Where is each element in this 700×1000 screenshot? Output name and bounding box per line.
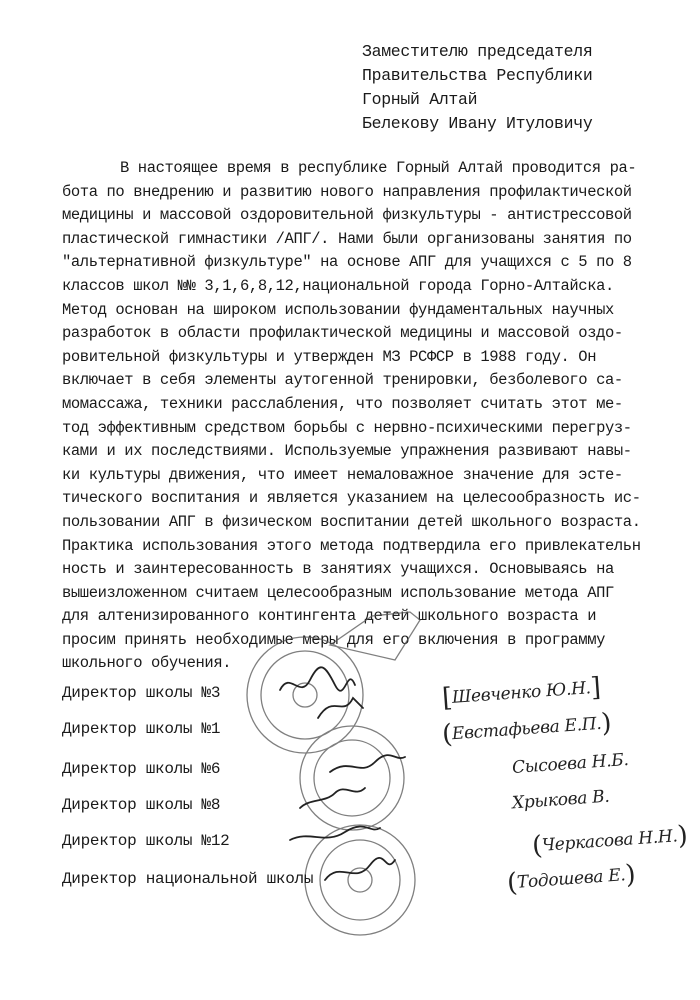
addressee-line: Правительства Республики	[362, 66, 593, 85]
letter-line: пользовании АПГ в физическом воспитании детей школьного возраста.	[62, 512, 641, 531]
letter-line: школьного обучения.	[62, 654, 232, 673]
signature-name: (Евстафьева Е.П.)	[441, 708, 613, 750]
letter-line: включает в себя элементы аутогенной тренировки, безболевого са-	[62, 371, 623, 390]
signature-title: Директор школы №6	[62, 760, 221, 778]
signature-name: [Шевченко Ю.Н.]	[441, 672, 602, 714]
letter-line: ками и их последствиями. Используемые упражнения развивают навы-	[62, 442, 632, 461]
letter-line: вышеизложенном считаем целесообразным использование метода АПГ	[62, 583, 614, 602]
letter-line: Практика использования этого метода подтвердила его привлекательн	[62, 536, 641, 555]
addressee-line: Горный Алтай	[362, 90, 478, 109]
signature-row	[62, 786, 692, 820]
signature-title: Директор школы №8	[62, 796, 221, 814]
signature-title: Директор школы №3	[62, 684, 221, 702]
letter-line: "альтернативной физкультуре" на основе АПГ для учащихся с 5 по 8	[62, 253, 632, 272]
signature-row	[62, 859, 692, 899]
letter-line: В настоящее время в республике Горный Алтай проводится ра-	[120, 159, 637, 177]
letter-line: ность и заинтересованность в занятиях учащихся. Основываясь на	[62, 560, 614, 579]
letter-line: для алтенизированного контингента детей школьного возраста и	[62, 607, 597, 626]
signature-name: Хрыкова В.	[511, 786, 611, 814]
letter-line: ки культуры движения, что имеет немаловажное значение для эсте-	[62, 465, 623, 484]
signature-name: Сысоева Н.Б.	[511, 749, 630, 779]
letter-line: разработок в области профилактической медицины и массовой оздо-	[62, 324, 623, 343]
signature-title: Директор национальной школы	[62, 870, 314, 888]
letter-line: ровительной физкультуры и утвержден МЗ РСФСР в 1988 году. Он	[62, 347, 597, 366]
signature-row	[62, 708, 692, 750]
letter-line: Метод основан на широком использовании фундаментальных научных	[62, 300, 614, 319]
triangle-stamp-icon	[330, 612, 420, 660]
letter-line: пластической гимнастики /АПГ/. Нами были организованы занятия по	[62, 229, 632, 248]
letter-line: момассажа, техники расслабления, что позволяет считать этот ме-	[62, 394, 623, 413]
signature-title: Директор школы №12	[62, 832, 230, 850]
signature-name: (Черкасова Н.Н.)	[531, 820, 689, 862]
signature-row	[62, 672, 692, 714]
letter-line: просим принять необходимые меры для его включения в программу	[62, 630, 605, 649]
letter-line: медицины и массовой оздоровительной физкультуры - антистрессовой	[62, 206, 632, 225]
signature-title: Директор школы №1	[62, 720, 221, 738]
letter-line: тод эффективным средством борьбы с нервно-психическими перегруз-	[62, 418, 632, 437]
addressee-line: Заместителю председателя	[362, 42, 593, 61]
signature-row	[62, 749, 692, 784]
signature-row	[62, 820, 692, 862]
addressee-line: Белекову Ивану Итуловичу	[362, 114, 593, 133]
letter-line: классов школ №№ 3,1,6,8,12,национальной города Горно-Алтайска.	[62, 276, 614, 295]
letter-line: тического воспитания и является указанием на целесообразность ис-	[62, 489, 641, 508]
signature-name: (Тодошева Е.)	[506, 859, 637, 899]
letter-line: бота по внедрению и развитию нового направления профилактической	[62, 182, 632, 201]
